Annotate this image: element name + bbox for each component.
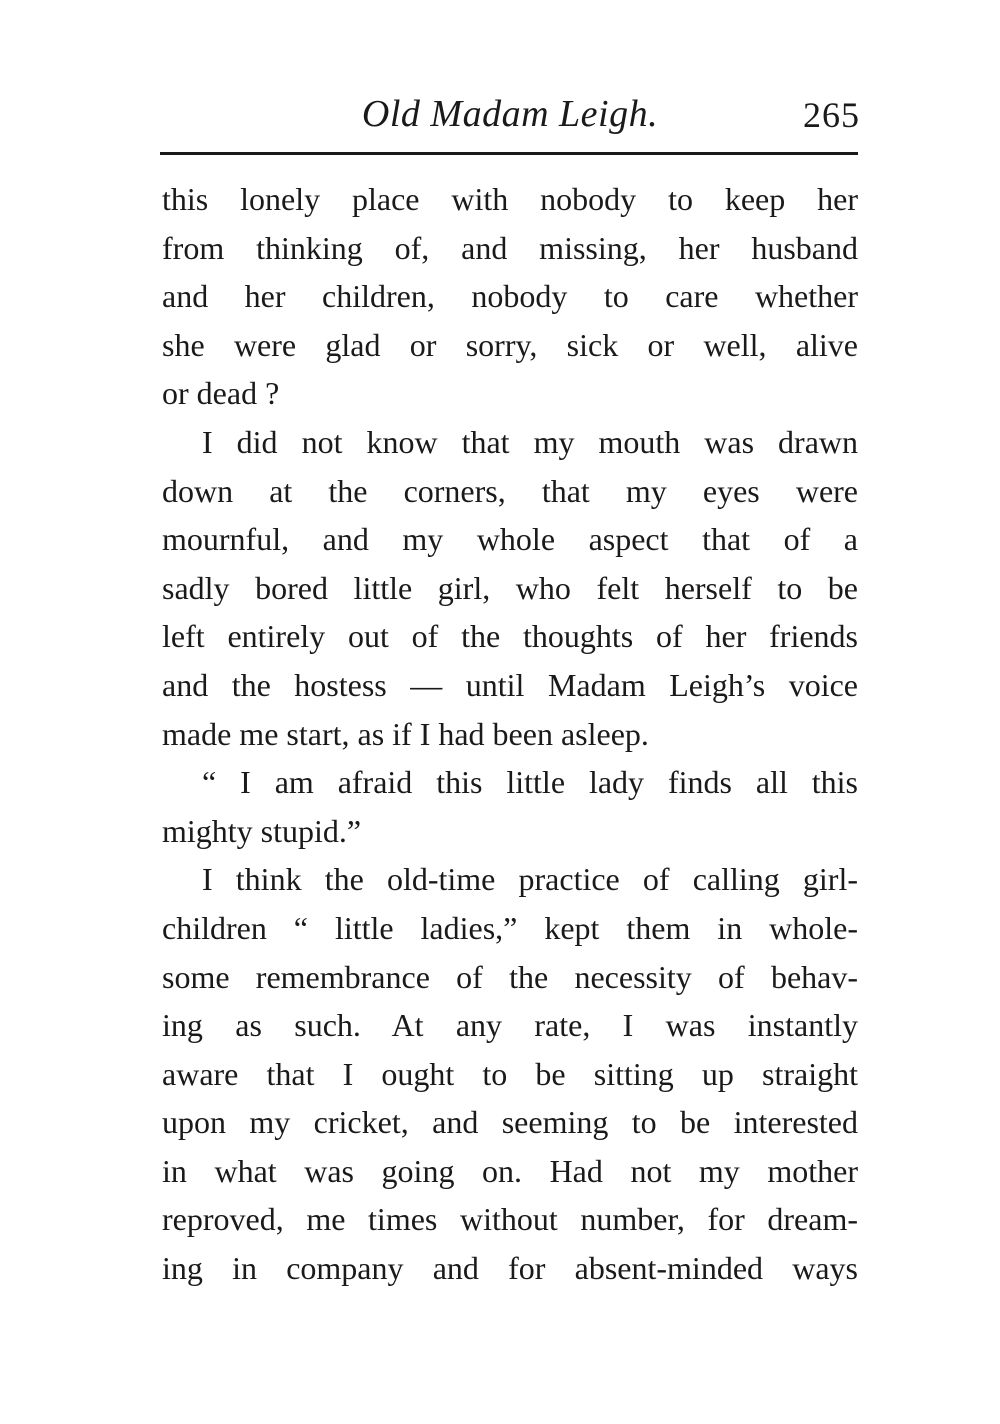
text-line: upon my cricket, and seeming to be interested: [162, 1104, 858, 1141]
text-line: she were glad or sorry, sick or well, alive: [162, 326, 858, 363]
text-line: I did not know that my mouth was drawn: [202, 423, 858, 460]
text-line: aware that I ought to be sitting up straight: [162, 1055, 858, 1092]
text-line: made me start, as if I had been asleep.: [162, 715, 649, 752]
text-line: children “ little ladies,” kept them in whole-: [162, 909, 858, 946]
text-line: ing in company and for absent-minded ways: [162, 1250, 858, 1287]
text-line: this lonely place with nobody to keep her: [162, 181, 858, 217]
page-number: 265: [803, 95, 860, 135]
text-line: and the hostess — until Madam Leigh’s voice: [162, 666, 858, 703]
body-text: [162, 175, 858, 1293]
text-line: reproved, me times without number, for dream-: [162, 1201, 858, 1238]
header-rule: [160, 152, 858, 155]
text-line: mighty stupid.”: [162, 812, 362, 849]
text-line: from thinking of, and missing, her husband: [162, 229, 858, 266]
running-head: [160, 92, 860, 142]
text-line: ing as such. At any rate, I was instantly: [162, 1007, 858, 1044]
text-line: left entirely out of the thoughts of her friends: [162, 618, 858, 655]
text-line: I think the old-time practice of calling girl-: [202, 861, 858, 898]
text-line: sadly bored little girl, who felt herself to be: [162, 569, 858, 606]
text-line: some remembrance of the necessity of behav-: [162, 958, 858, 995]
text-line: mournful, and my whole aspect that of a: [162, 521, 858, 558]
text-line: down at the corners, that my eyes were: [162, 472, 858, 509]
text-line: in what was going on. Had not my mother: [162, 1152, 858, 1189]
text-line: “ I am afraid this little lady finds all this: [202, 764, 858, 801]
running-title: Old Madam Leigh.: [361, 93, 659, 135]
text-line: or dead ?: [162, 375, 280, 412]
text-line: and her children, nobody to care whether: [162, 278, 858, 315]
